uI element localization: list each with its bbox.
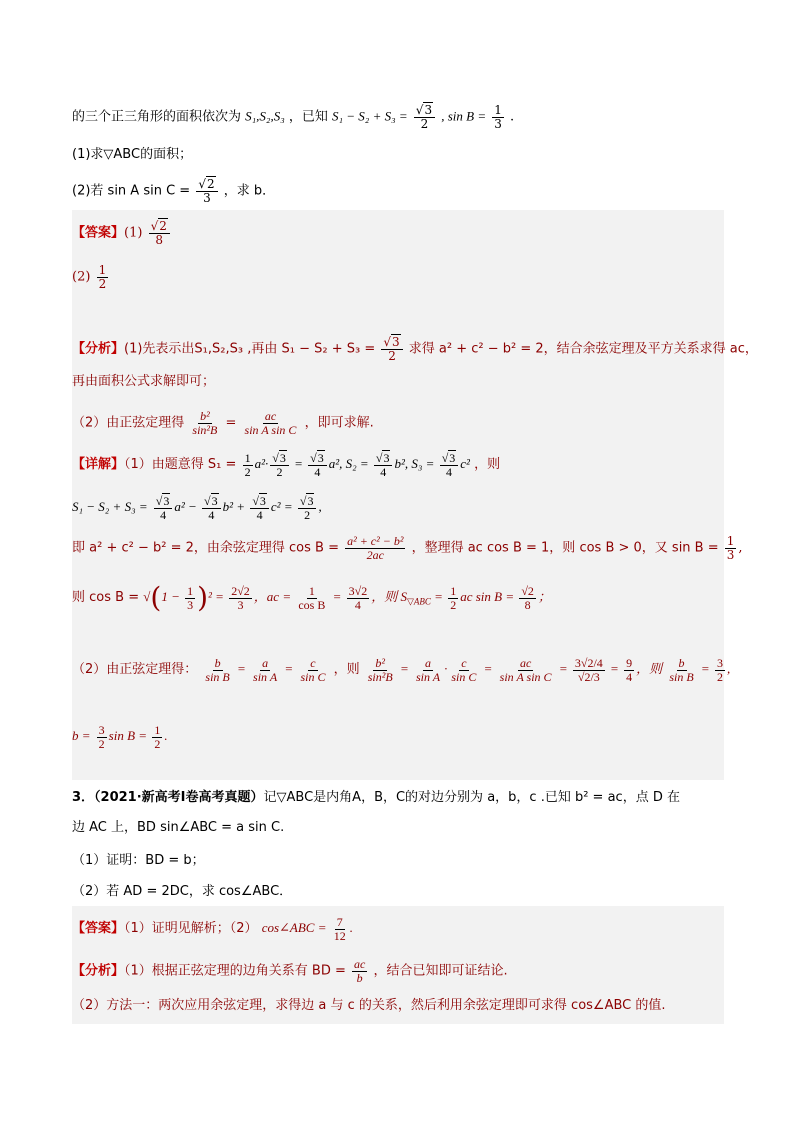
problem-3-part-2: （2）若 AD = 2DC，求 cos∠ABC． — [72, 884, 293, 899]
detail-line-6: b = $\frac{3}{2}$ sin B = $\frac{1}{2}$ . — [72, 723, 168, 751]
problem-3-stem-1: 3．（2021·新高考Ⅰ卷高考真题）记▽ABC是内角A，B，C的对边分别为 a，b，c .已知 b² = ac，点 D 在 — [72, 790, 680, 805]
problem-3-part-1: （1）证明：BD = b； — [72, 853, 205, 868]
sqrt3-over-2: $\frac{√3}{2}$ — [414, 104, 435, 130]
detail-line-4: 则 cos B = √(1 − $\frac{1}{3}$ )² = $\frac{2√2}{3}$ ，ac = $\frac{1}{\text{cos B}}$ = $\frac{3√2}{4}$ ，则 $S_{▽ABC}$ = $\frac{1}{2}$ ac sin B = $\frac{√2}{8}$ ； — [72, 581, 551, 615]
p3-answer-line: 【答案】（1）证明见解析；（2） cos∠ABC = $\frac{7}{12}$ . — [72, 915, 353, 943]
question-part-2: (2)若 sin A sin C = $\frac{√2}{3}$ ，求 b． — [72, 177, 276, 205]
p3-analysis-line-1: 【分析】（1）根据正弦定理的边角关系有 BD = $\frac{ac}{b}$ ，结合已知即可证结论. — [72, 957, 508, 985]
analysis-line-3: （2）由正弦定理得 $\frac{\text{b²}}{\text{sin²B}}$ = $\frac{ac}{\text{sin A sin C}}$ ，即可求解. — [72, 409, 374, 437]
detail-line-3: 即 a² + c² − b² = 2，由余弦定理得 cos B = $\frac{\text{a² + c² − b²}}{2ac}$ ，整理得 ac cos B = 1，则 cos B > 0，又 sin B = $\frac{1}{3}$ , — [72, 534, 743, 562]
detail-line-1: 【详解】（1）由题意得 S₁ = $\frac{1}{2}$ a²· $\frac{√3}{2}$ = $\frac{√3}{4}$ a², S₂ = $\frac{√3}{4}$ b², S₃ = $\frac{√3}{4}$ c² ，则 — [72, 451, 501, 479]
detail-line-5: （2）由正弦定理得： $\frac{b}{\text{sin B}}$ = $\frac{a}{\text{sin A}}$ = $\frac{c}{\text{sin C}}$ ，则 $\frac{\text{b²}}{\text{sin²B}}$ = $\frac{a}{\text{sin A}}$ · $\frac{c}{\text{sin C}}$ = $\frac{ac}{\text{sin A sin C}}$ = $\frac{3√2/4}{√2/3}$ = $\frac{9}{4}$ ，则 $\frac{b}{\text{sin B}}$ = $\frac{3}{2}$ , — [72, 656, 731, 684]
p3-analysis-line-2: （2）方法一：两次应用余弦定理，求得边 a 与 c 的关系，然后利用余弦定理即可求得 cos∠ABC 的值. — [72, 998, 666, 1013]
analysis-line-2: 再由面积公式求解即可； — [72, 374, 216, 389]
problem-3-stem-2: 边 AC 上，BD sin∠ABC = a sin C. — [72, 820, 285, 835]
answer-line-1: 【答案】(1) $\frac{√2}{8}$ — [72, 220, 172, 246]
solution-panel — [72, 210, 758, 780]
detail-line-2: S₁ − S₂ + S₃ = $\frac{√3}{4}$ a² − $\frac{√3}{4}$ b² + $\frac{√3}{4}$ c² = $\frac{√3}{2}$ , — [72, 494, 322, 522]
intro-line: 的三个正三角形的面积依次为 S₁,S₂,S₃ ，已知 S₁ − S₂ + S₃ = $\frac{√3}{2}$ , sin B = $\frac{1}{3}$ . — [72, 103, 515, 131]
answer-line-2: (2) $\frac{1}{2}$ — [72, 263, 107, 291]
question-part-1: (1)求▽ABC的面积； — [72, 147, 193, 162]
problem-3-solution-panel — [72, 906, 724, 1024]
analysis-line-1: 【分析】(1)先表示出S₁,S₂,S₃ ,再由 S₁ − S₂ + S₃ = $\frac{√3}{2}$ 求得 a² + c² − b² = 2，结合余弦定理及平方关系求得 ac， — [72, 335, 758, 363]
